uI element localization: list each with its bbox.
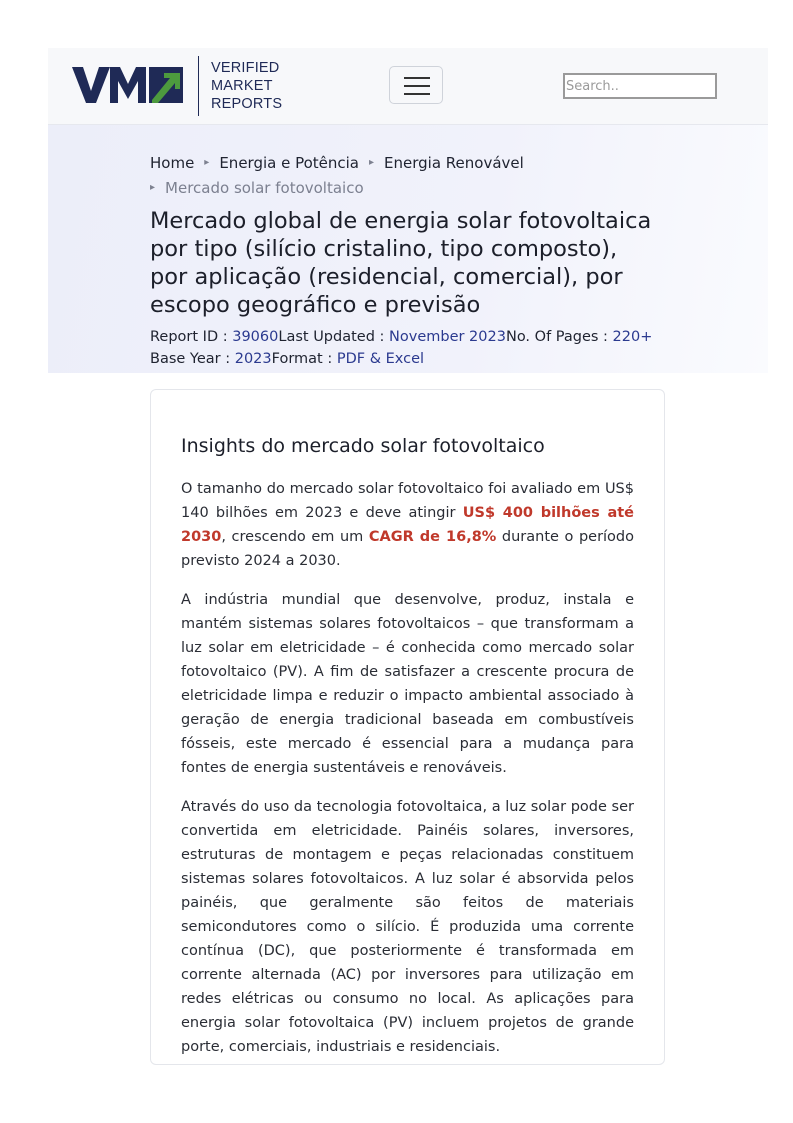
hamburger-menu-icon [404,85,430,87]
breadcrumb-home[interactable]: Home [150,154,195,172]
hamburger-menu-icon [404,93,430,95]
brand-name-line: VERIFIED [211,60,280,76]
pages-label: No. Of Pages : [505,329,613,345]
pages-value: 220+ [612,329,653,345]
report-id-label: Report ID : [150,329,233,345]
report-id-value: 39060 [232,329,279,345]
cagr-highlight: CAGR de 16,8% [368,529,497,545]
base-year-label: Base Year : [150,351,235,367]
format-value: PDF & Excel [336,351,425,367]
brand-name [211,59,282,113]
paragraph-text: , crescendo em um [221,529,369,545]
site-header [48,48,768,125]
brand-name-line: REPORTS [211,96,283,112]
chevron-right-icon: ▸ [369,157,375,168]
paragraph-text: durante o período previsto 2024 a 2030. [181,529,635,569]
market-forecast-highlight: US$ 400 bilhões até 2030 [181,505,635,545]
report-meta-line1 [150,326,652,348]
breadcrumb [150,151,524,200]
search-input[interactable] [563,73,717,99]
brand-name-line: MARKET [211,78,273,94]
hamburger-menu-button[interactable] [389,66,443,104]
report-meta [150,326,652,370]
last-updated-value: November 2023 [389,329,506,345]
chevron-right-icon: ▸ [204,157,210,168]
base-year-value: 2023 [234,351,272,367]
hamburger-menu-icon [404,77,430,79]
logo-divider [198,56,199,116]
last-updated-label: Last Updated : [278,329,390,345]
breadcrumb-current: Mercado solar fotovoltaico [165,179,364,197]
paragraph-text: O tamanho do mercado solar fotovoltaico foi avaliado em US$ 140 bilhões em 2023 e deve atingir [181,481,634,521]
report-hero [48,125,768,373]
format-label: Format : [271,351,337,367]
insights-paragraph-1 [181,477,634,573]
chevron-right-icon: ▸ [150,182,156,193]
vmr-logo-mark [72,66,184,106]
insights-heading: Insights do mercado solar fotovoltaico [181,435,545,457]
breadcrumb-renewable-energy[interactable]: Energia Renovável [384,154,524,172]
insights-card [150,389,665,1065]
breadcrumb-energy-power[interactable]: Energia e Potência [219,154,360,172]
insights-paragraph-2: A indústria mundial que desenvolve, produz, instala e mantém sistemas solares fotovoltaicos – que transformam a luz solar em eletricidade – é conhecida como mercado solar fotovoltaico (PV). A fim de satisfazer a crescente procura de eletricidade limpa e reduzir o impacto ambiental associado à geração de energia tradicional baseada em combustíveis fósseis, este mercado é essencial para a mudança para fontes de energia sustentáveis e renováveis. [181,592,634,776]
insights-paragraph-3: Através do uso da tecnologia fotovoltaica, a luz solar pode ser convertida em eletricidade. Painéis solares, inversores, estruturas de montagem e peças relacionadas constituem sistemas solares fotovoltaicos. A luz solar é absorvida pelos painéis, que geralmente são feitos de materiais semicondutores como o silício. É produzida uma corrente contínua (DC), que posteriormente é transformada em corrente alternada (AC) por inversores para utilização em redes elétricas ou consumo no local. As aplicações para energia solar fotovoltaica (PV) incluem projetos de grande porte, comerciais, industriais e residenciais. [181,799,634,1055]
report-meta-line2 [150,348,652,370]
page-title: Mercado global de energia solar fotovoltaica por tipo (silício cristalino, tipo composto), por aplicação (residencial, comercial), por escopo geográfico e previsão [150,208,652,318]
vmr-logo[interactable] [72,66,184,106]
